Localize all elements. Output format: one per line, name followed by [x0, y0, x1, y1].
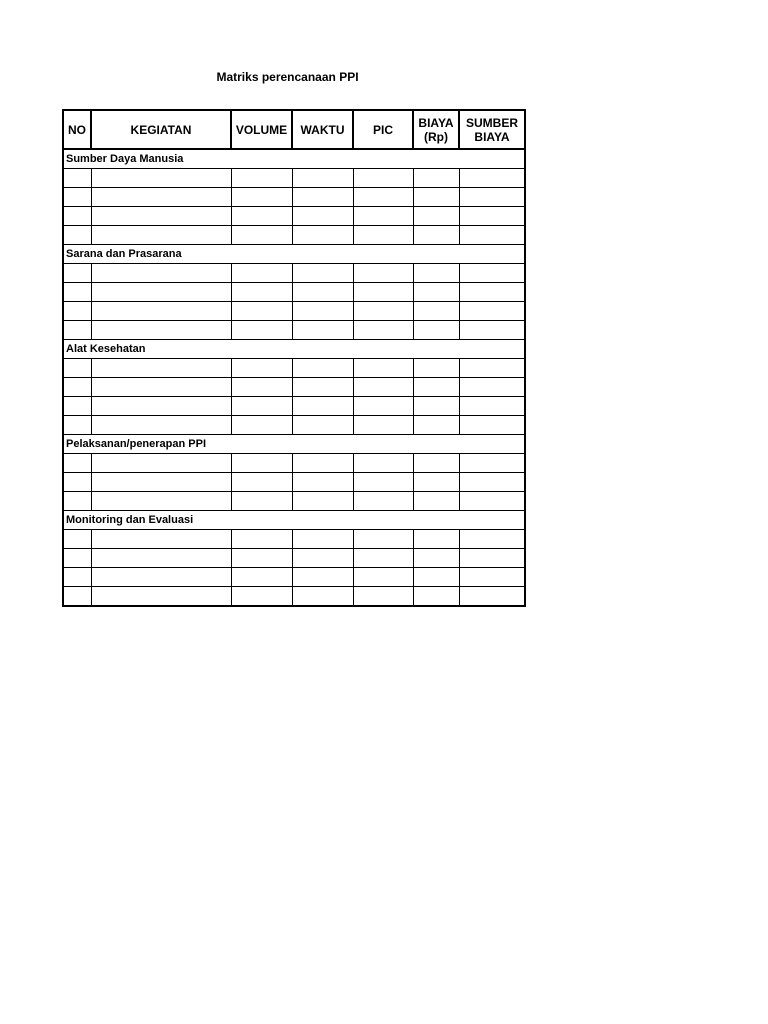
- table-cell[interactable]: [353, 397, 413, 416]
- table-cell[interactable]: [91, 492, 231, 511]
- table-cell[interactable]: [63, 473, 91, 492]
- table-cell[interactable]: [63, 416, 91, 435]
- table-cell[interactable]: [413, 587, 459, 607]
- table-cell[interactable]: [63, 169, 91, 188]
- table-cell[interactable]: [91, 283, 231, 302]
- header-sumber-biaya: [459, 110, 525, 149]
- table-row: [63, 530, 525, 549]
- table-cell[interactable]: [459, 416, 525, 435]
- table-cell[interactable]: [292, 283, 353, 302]
- table-cell[interactable]: [353, 321, 413, 340]
- section-label: Sumber Daya Manusia: [63, 149, 525, 169]
- table-cell[interactable]: [353, 587, 413, 607]
- table-cell[interactable]: [413, 226, 459, 245]
- table-cell[interactable]: [353, 378, 413, 397]
- table-cell[interactable]: [91, 321, 231, 340]
- table-cell[interactable]: [292, 188, 353, 207]
- table-cell[interactable]: [413, 283, 459, 302]
- table-cell[interactable]: [353, 568, 413, 587]
- table-cell[interactable]: [353, 549, 413, 568]
- table-cell[interactable]: [459, 169, 525, 188]
- table-cell[interactable]: [231, 492, 292, 511]
- table-cell[interactable]: [459, 587, 525, 607]
- table-cell[interactable]: [292, 587, 353, 607]
- table-cell[interactable]: [292, 264, 353, 283]
- table-cell[interactable]: [231, 530, 292, 549]
- table-cell[interactable]: [63, 226, 91, 245]
- table-cell[interactable]: [63, 530, 91, 549]
- header-biaya: [413, 110, 459, 149]
- table-cell[interactable]: [459, 302, 525, 321]
- table-cell[interactable]: [63, 378, 91, 397]
- table-row: [63, 416, 525, 435]
- table-cell[interactable]: [63, 587, 91, 607]
- table-cell[interactable]: [292, 549, 353, 568]
- header-row: [63, 110, 525, 149]
- table-cell[interactable]: [413, 378, 459, 397]
- table-cell[interactable]: [413, 492, 459, 511]
- table-cell[interactable]: [292, 530, 353, 549]
- table-cell[interactable]: [353, 207, 413, 226]
- table-cell[interactable]: [231, 587, 292, 607]
- table-cell[interactable]: [231, 169, 292, 188]
- table-cell[interactable]: [231, 473, 292, 492]
- table-cell[interactable]: [91, 454, 231, 473]
- table-body: [63, 149, 525, 606]
- table-row: [63, 188, 525, 207]
- table-cell[interactable]: [353, 302, 413, 321]
- table-cell[interactable]: [353, 359, 413, 378]
- table-cell[interactable]: [292, 169, 353, 188]
- header-pic: PIC: [353, 110, 413, 149]
- table-cell[interactable]: [63, 264, 91, 283]
- planning-matrix-table: [62, 109, 526, 607]
- section-row: [63, 511, 525, 530]
- table-cell[interactable]: [63, 492, 91, 511]
- table-header: [63, 110, 525, 149]
- table-cell[interactable]: [413, 207, 459, 226]
- table-cell[interactable]: [63, 549, 91, 568]
- table-cell[interactable]: [413, 397, 459, 416]
- table-cell[interactable]: [413, 454, 459, 473]
- table-cell[interactable]: [459, 264, 525, 283]
- table-row: [63, 397, 525, 416]
- table-cell[interactable]: [91, 359, 231, 378]
- header-kegiatan: KEGIATAN: [91, 110, 231, 149]
- table-cell[interactable]: [63, 568, 91, 587]
- table-cell[interactable]: [63, 397, 91, 416]
- table-cell[interactable]: [231, 226, 292, 245]
- table-cell[interactable]: [91, 207, 231, 226]
- section-label: Monitoring dan Evaluasi: [63, 511, 525, 530]
- table-row: [63, 207, 525, 226]
- table-cell[interactable]: [292, 321, 353, 340]
- table-cell[interactable]: [353, 416, 413, 435]
- table-cell[interactable]: [459, 454, 525, 473]
- table-cell[interactable]: [63, 283, 91, 302]
- table-cell[interactable]: [63, 359, 91, 378]
- table-cell[interactable]: [231, 188, 292, 207]
- table-cell[interactable]: [459, 283, 525, 302]
- header-biaya-line2: (Rp): [424, 129, 448, 144]
- table-cell[interactable]: [353, 169, 413, 188]
- table-row: [63, 378, 525, 397]
- section-row: [63, 340, 525, 359]
- table-cell[interactable]: [459, 492, 525, 511]
- table-cell[interactable]: [459, 188, 525, 207]
- section-row: [63, 149, 525, 169]
- table-cell[interactable]: [353, 188, 413, 207]
- table-cell[interactable]: [292, 397, 353, 416]
- section-label: Sarana dan Prasarana: [63, 245, 525, 264]
- section-label: Alat Kesehatan: [63, 340, 525, 359]
- table-cell[interactable]: [413, 473, 459, 492]
- table-cell[interactable]: [91, 416, 231, 435]
- table-cell[interactable]: [91, 264, 231, 283]
- table-cell[interactable]: [91, 568, 231, 587]
- table-cell[interactable]: [91, 226, 231, 245]
- table-cell[interactable]: [459, 378, 525, 397]
- table-row: [63, 321, 525, 340]
- section-row: [63, 245, 525, 264]
- table-cell[interactable]: [91, 188, 231, 207]
- table-cell[interactable]: [459, 473, 525, 492]
- table-cell[interactable]: [231, 283, 292, 302]
- table-cell[interactable]: [91, 587, 231, 607]
- table-cell[interactable]: [231, 568, 292, 587]
- table-cell[interactable]: [91, 169, 231, 188]
- table-cell[interactable]: [292, 226, 353, 245]
- table-cell[interactable]: [353, 226, 413, 245]
- header-biaya-line1: BIAYA: [418, 115, 454, 130]
- table-cell[interactable]: [292, 454, 353, 473]
- table-cell[interactable]: [413, 549, 459, 568]
- table-cell[interactable]: [91, 473, 231, 492]
- header-waktu: WAKTU: [292, 110, 353, 149]
- table-row: [63, 359, 525, 378]
- table-cell[interactable]: [459, 207, 525, 226]
- table-cell[interactable]: [413, 188, 459, 207]
- table-cell[interactable]: [292, 568, 353, 587]
- table-cell[interactable]: [63, 321, 91, 340]
- table-cell[interactable]: [292, 492, 353, 511]
- table-row: [63, 473, 525, 492]
- table-cell[interactable]: [459, 530, 525, 549]
- section-label: Pelaksanan/penerapan PPI: [63, 435, 525, 454]
- table-row: [63, 169, 525, 188]
- table-cell[interactable]: [413, 530, 459, 549]
- table-cell[interactable]: [353, 264, 413, 283]
- table-row: [63, 454, 525, 473]
- table-cell[interactable]: [231, 549, 292, 568]
- table-cell[interactable]: [353, 473, 413, 492]
- table-cell[interactable]: [231, 454, 292, 473]
- table-cell[interactable]: [413, 359, 459, 378]
- table-cell[interactable]: [353, 283, 413, 302]
- table-cell[interactable]: [459, 226, 525, 245]
- table-cell[interactable]: [292, 359, 353, 378]
- header-no: NO: [63, 110, 91, 149]
- table-row: [63, 587, 525, 607]
- table-cell[interactable]: [231, 264, 292, 283]
- table-cell[interactable]: [292, 302, 353, 321]
- table-cell[interactable]: [63, 188, 91, 207]
- table-cell[interactable]: [413, 321, 459, 340]
- table-cell[interactable]: [231, 378, 292, 397]
- table-cell[interactable]: [231, 416, 292, 435]
- table-cell[interactable]: [231, 397, 292, 416]
- table-cell[interactable]: [459, 321, 525, 340]
- table-cell[interactable]: [459, 397, 525, 416]
- table-cell[interactable]: [413, 169, 459, 188]
- table-row: [63, 549, 525, 568]
- table-row: [63, 492, 525, 511]
- document-title: Matriks perencanaan PPI: [216, 70, 359, 84]
- table-cell[interactable]: [231, 207, 292, 226]
- table-cell[interactable]: [91, 378, 231, 397]
- table-row: [63, 264, 525, 283]
- table-cell[interactable]: [413, 264, 459, 283]
- table-cell[interactable]: [91, 397, 231, 416]
- table-cell[interactable]: [459, 549, 525, 568]
- table-cell[interactable]: [353, 492, 413, 511]
- table-cell[interactable]: [292, 378, 353, 397]
- table-cell[interactable]: [459, 568, 525, 587]
- table-cell[interactable]: [413, 302, 459, 321]
- table-cell[interactable]: [459, 359, 525, 378]
- table-cell[interactable]: [292, 207, 353, 226]
- table-row: [63, 302, 525, 321]
- table-cell[interactable]: [91, 302, 231, 321]
- table-cell[interactable]: [63, 454, 91, 473]
- table-cell[interactable]: [353, 454, 413, 473]
- table-cell[interactable]: [292, 473, 353, 492]
- table-row: [63, 568, 525, 587]
- section-row: [63, 435, 525, 454]
- table-cell[interactable]: [91, 530, 231, 549]
- header-sumber-line2: BIAYA: [474, 129, 510, 144]
- table-row: [63, 283, 525, 302]
- header-sumber-line1: SUMBER: [465, 115, 518, 130]
- table-cell[interactable]: [63, 207, 91, 226]
- table-cell[interactable]: [91, 549, 231, 568]
- table-cell[interactable]: [63, 302, 91, 321]
- table-cell[interactable]: [413, 416, 459, 435]
- table-cell[interactable]: [231, 302, 292, 321]
- table-cell[interactable]: [413, 568, 459, 587]
- table-cell[interactable]: [292, 416, 353, 435]
- table-cell[interactable]: [231, 321, 292, 340]
- table-cell[interactable]: [231, 359, 292, 378]
- header-volume: VOLUME: [231, 110, 292, 149]
- table-cell[interactable]: [353, 530, 413, 549]
- table-row: [63, 226, 525, 245]
